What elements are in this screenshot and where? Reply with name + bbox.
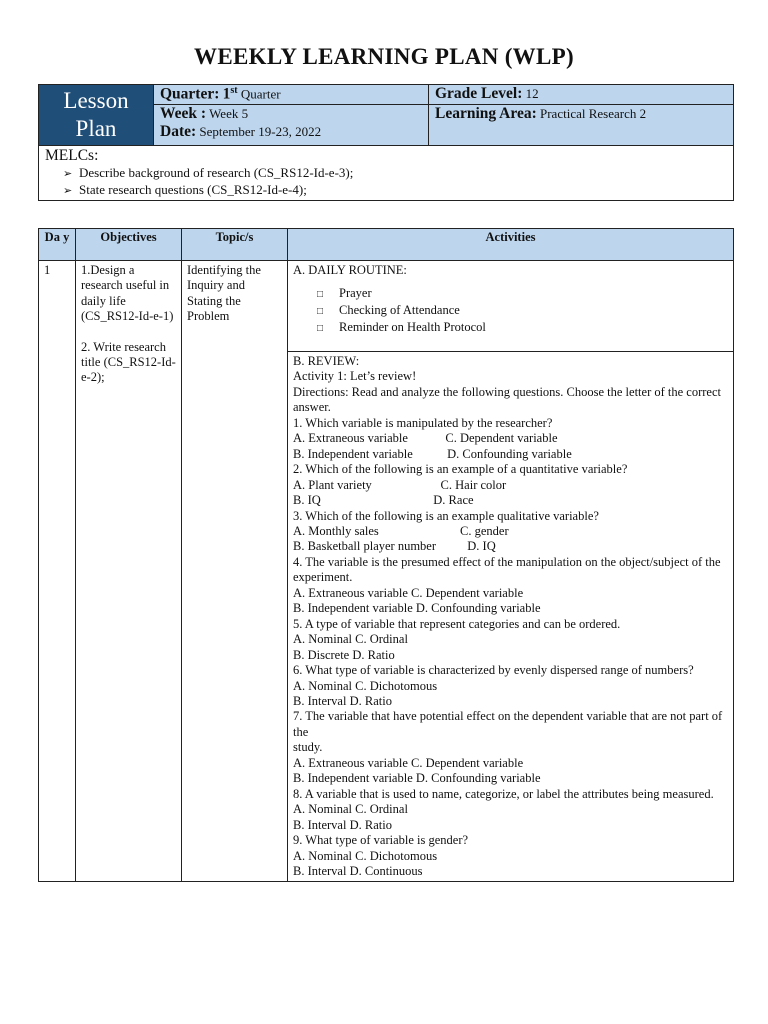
review-line: 7. The variable that have potential effect on the dependent variable that are not part of the bbox=[293, 709, 723, 739]
review-line: 2. Which of the following is an example of a quantitative variable? bbox=[293, 462, 628, 477]
review-line: A. Nominal C. Ordinal bbox=[293, 632, 408, 647]
review-line: 6. What type of variable is characterized by evenly dispersed range of numbers? bbox=[293, 663, 694, 678]
column-header-objectives: Objectives bbox=[76, 229, 182, 261]
review-cell bbox=[288, 352, 734, 882]
lesson-header-table bbox=[38, 84, 734, 201]
week-value: Week 5 bbox=[209, 106, 249, 121]
review-line: A. Extraneous variable C. Dependent variable bbox=[293, 755, 524, 770]
date-value: September 19-23, 2022 bbox=[199, 124, 322, 139]
review-line: Directions: Read and analyze the following questions. Choose the letter of the correct answer. bbox=[293, 384, 721, 415]
document-title: WEEKLY LEARNING PLAN (WLP) bbox=[194, 44, 574, 69]
review-line: 8. A variable that is used to name, categorize, or label the attributes being measured. bbox=[293, 786, 714, 801]
review-line: A. Extraneous variable C. Dependent variable bbox=[293, 585, 524, 600]
objective-1: 1.Design a research useful in daily life (CS_RS12-Id-e-1) bbox=[81, 263, 174, 324]
lesson-plan-label: Lesson Plan bbox=[39, 85, 154, 146]
week-label: Week : bbox=[160, 105, 207, 122]
review-line: A. Plant variety C. Hair color bbox=[293, 477, 507, 492]
quarter-cell bbox=[154, 85, 429, 105]
daily-routine-cell bbox=[288, 261, 734, 352]
melc-item: ➢ State research questions (CS_RS12-Id-e-4); bbox=[81, 182, 727, 199]
review-line: study. bbox=[293, 740, 323, 755]
activities-table bbox=[38, 228, 734, 882]
objective-2: 2. Write research title (CS_RS12-Id-e-2); bbox=[81, 339, 176, 385]
grade-level-cell bbox=[429, 85, 734, 105]
melcs-list bbox=[45, 165, 727, 199]
grade-level-label: Grade Level: bbox=[435, 85, 523, 102]
review-line: A. Nominal C. Dichotomous bbox=[293, 678, 438, 693]
review-line: Activity 1: Let’s review! bbox=[293, 369, 417, 384]
review-line: B. Independent variable D. Confounding variable bbox=[293, 771, 541, 786]
review-line: B. Interval D. Ratio bbox=[293, 693, 392, 708]
column-header-day: Da y bbox=[39, 229, 76, 261]
melc-item: ➢ Describe background of research (CS_RS12-Id-e-3); bbox=[81, 165, 727, 182]
quarter-value: Quarter bbox=[240, 86, 281, 102]
routine-item: □ Checking of Attendance bbox=[339, 303, 728, 320]
melcs-cell bbox=[39, 146, 734, 201]
grade-level-value: 12 bbox=[525, 86, 539, 101]
column-header-activities: Activities bbox=[288, 229, 734, 261]
review-line: B. IQ D. Race bbox=[293, 493, 474, 508]
quarter-number: 1 bbox=[222, 85, 231, 103]
review-line: 9. What type of variable is gender? bbox=[293, 833, 469, 848]
review-line: B. Discrete D. Ratio bbox=[293, 647, 395, 662]
review-line: A. Nominal C. Dichotomous bbox=[293, 848, 438, 863]
review-line: 1. Which variable is manipulated by the researcher? bbox=[293, 415, 553, 430]
review-line: B. Interval D. Ratio bbox=[293, 817, 392, 832]
review-line: B. Basketball player number D. IQ bbox=[293, 539, 496, 554]
daily-routine-list bbox=[293, 286, 728, 336]
routine-item: □ Prayer bbox=[339, 286, 728, 303]
objectives-cell bbox=[76, 261, 182, 882]
review-line: 5. A type of variable that represent categories and can be ordered. bbox=[293, 616, 621, 631]
topic-cell: Identifying the Inquiry and Stating the Problem bbox=[182, 261, 288, 882]
review-line: A. Nominal C. Ordinal bbox=[293, 802, 408, 817]
learning-area-label: Learning Area: bbox=[435, 105, 537, 122]
review-line: A. Monthly sales C. gender bbox=[293, 523, 509, 538]
routine-item: □ Reminder on Health Protocol bbox=[339, 320, 728, 337]
review-line: 4. The variable is the presumed effect of the manipulation on the object/subject of the bbox=[293, 554, 721, 569]
column-header-topics: Topic/s bbox=[182, 229, 288, 261]
review-line: A. Extraneous variable C. Dependent variable bbox=[293, 431, 558, 446]
quarter-sup: st bbox=[230, 85, 238, 96]
week-date-cell bbox=[154, 105, 429, 146]
date-label: Date: bbox=[160, 123, 197, 140]
review-line: B. Independent variable D. Confounding variable bbox=[293, 446, 572, 461]
day-cell: 1 bbox=[39, 261, 76, 882]
review-line: 3. Which of the following is an example qualitative variable? bbox=[293, 508, 599, 523]
daily-routine-title: A. DAILY ROUTINE: bbox=[293, 263, 407, 277]
learning-area-cell bbox=[429, 105, 734, 146]
review-line: B. REVIEW: bbox=[293, 354, 360, 368]
melcs-label: MELCs: bbox=[45, 147, 99, 164]
quarter-label: Quarter: bbox=[160, 85, 220, 103]
review-line: B. Independent variable D. Confounding variable bbox=[293, 601, 541, 616]
review-line: B. Interval D. Continuous bbox=[293, 863, 423, 878]
review-line: experiment. bbox=[293, 570, 353, 585]
learning-area-value: Practical Research 2 bbox=[540, 106, 647, 121]
